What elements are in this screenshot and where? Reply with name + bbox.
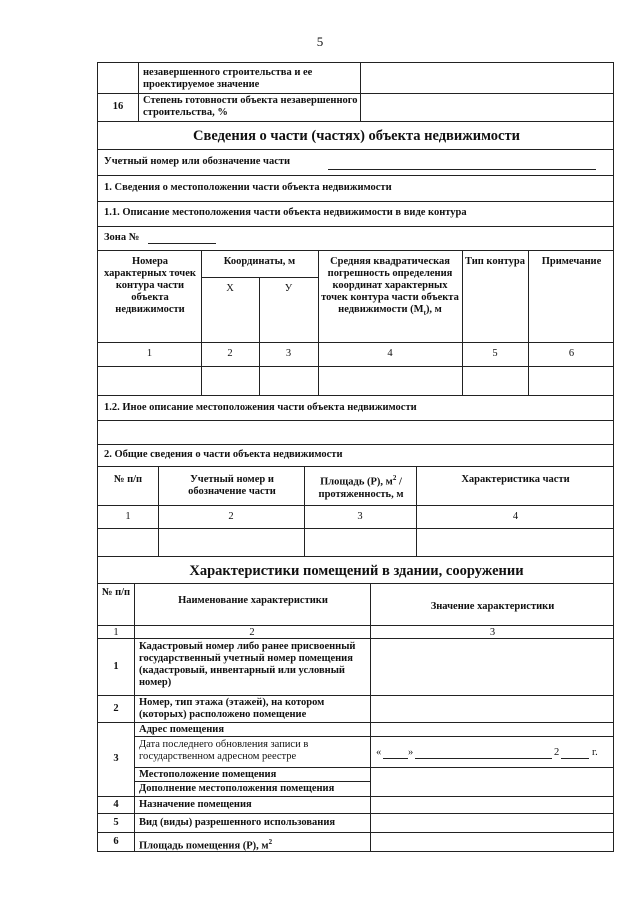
row16-number: 16 [112, 101, 124, 112]
premises-row-number: 1 [113, 661, 119, 672]
zone-number-line[interactable] [148, 243, 216, 244]
general-col-number: 1 [125, 511, 131, 522]
row16-text: Степень готовности объекта незавершенного строительства, % [143, 95, 358, 118]
premises-row-number: 3 [113, 753, 119, 764]
general-header-num: № п/п [113, 474, 143, 485]
premises-header-value: Значение характеристики [430, 601, 555, 612]
coord-header-type: Тип контура [464, 256, 526, 267]
date-open-quote: « [376, 747, 382, 758]
premises-row-number: 4 [113, 799, 119, 810]
date-month-line[interactable] [415, 758, 552, 759]
general-col-number: 3 [357, 511, 363, 522]
premises-row-text: Назначение помещения [139, 799, 252, 810]
premises-col-number: 2 [249, 627, 255, 638]
date-year-line[interactable] [561, 758, 589, 759]
coord-col-number: 3 [285, 348, 292, 359]
general-col-number: 4 [512, 511, 519, 522]
date-year-prefix: 2 [554, 747, 560, 758]
other-description-heading: 1.2. Иное описание местоположения части объекта недвижимости [104, 402, 417, 413]
premises-row-number: 5 [113, 817, 119, 828]
location-heading: 1. Сведения о местоположении части объекта недвижимости [104, 182, 392, 193]
coord-col-number: 6 [568, 348, 575, 359]
coord-header-error: Средняя квадратическая погрешность определения координат характерных точек контура части объекта недвижимости $(M_t)$, м [321, 256, 459, 318]
coord-col-number: 1 [146, 348, 153, 359]
general-heading: 2. Общие сведения о части объекта недвижимости [104, 449, 343, 460]
coord-col-number: 2 [227, 348, 233, 359]
part-account-line[interactable] [328, 169, 596, 170]
coord-header-note: Примечание [541, 256, 602, 267]
premises-row-text: Кадастровый номер либо ранее присвоенный государственный учетный номер помещения (кадастровый, инвентарный или условный номер) [139, 641, 356, 688]
page-number: 5 [316, 34, 324, 49]
premises-subrow-text: Местоположение помещения [139, 769, 277, 780]
zone-label: Зона № [104, 232, 140, 243]
coord-col-number: 5 [492, 348, 498, 359]
premises-row-number: 2 [113, 703, 119, 714]
date-year-suffix: г. [592, 747, 598, 758]
premises-subrow-text: Дополнение местоположения помещения [139, 783, 335, 794]
premises-row-text: Площадь помещения (Р), $м^2$ [139, 838, 273, 852]
general-header-account: Учетный номер и обозначение части [188, 474, 276, 497]
premises-row-text: Номер, тип этажа (этажей), на котором (которых) расположено помещение [139, 697, 325, 720]
premises-header-name: Наименование характеристики [178, 595, 328, 606]
date-close-quote: » [408, 747, 414, 758]
coord-col-number: 4 [387, 348, 393, 359]
row15-text: незавершенного строительства и ее проектируемое значение [143, 67, 313, 90]
premises-section-title: Характеристики помещений в здании, сооружении [189, 563, 524, 579]
general-header-area: Площадь (Р), $м^2$ / протяженность, м [318, 474, 404, 500]
coord-header-x: Х [226, 283, 234, 294]
premises-col-number: 1 [113, 627, 119, 638]
general-col-number: 2 [228, 511, 234, 522]
premises-row-number: 6 [113, 836, 119, 847]
part-section-title: Сведения о части (частях) объекта недвижимости [193, 128, 520, 144]
premises-subrow-text: Адрес помещения [139, 724, 225, 735]
coord-header-coords: Координаты, м [223, 256, 296, 267]
form-frame [97, 62, 614, 852]
coord-header-points: Номера характерных точек контура части объекта недвижимости [104, 256, 196, 315]
premises-row-text: Вид (виды) разрешенного использования [139, 817, 336, 828]
premises-header-num: № п/п [101, 587, 131, 598]
coord-header-y: У [284, 283, 293, 294]
date-day-line[interactable] [383, 758, 408, 759]
premises-col-number: 3 [489, 627, 496, 638]
contour-heading: 1.1. Описание местоположения части объекта недвижимости в виде контура [104, 207, 467, 218]
general-header-characteristic: Характеристика части [461, 474, 570, 485]
premises-subrow-text: Дата последнего обновления записи в государственном адресном реестре [139, 739, 309, 762]
part-account-label: Учетный номер или обозначение части [104, 156, 291, 167]
